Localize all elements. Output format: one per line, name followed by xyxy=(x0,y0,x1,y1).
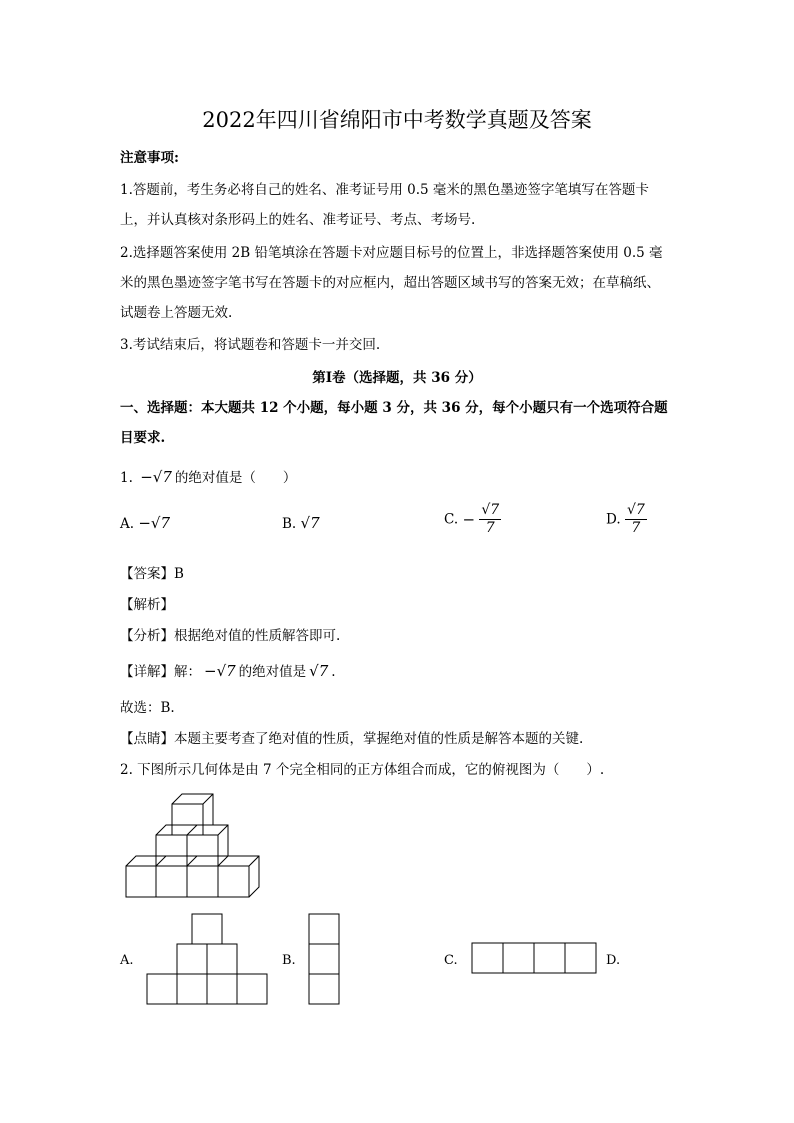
option-a-label: A. xyxy=(120,516,135,532)
detail-expression-1: −√7 xyxy=(204,662,236,680)
notice-heading: 注意事项: xyxy=(120,150,179,166)
q1-choose: 故选：B. xyxy=(120,700,175,716)
q2-option-b-label: B. xyxy=(282,953,296,968)
detail-middle: 的绝对值是 xyxy=(238,664,307,680)
option-d-label: D. xyxy=(606,511,621,528)
option-c-fraction xyxy=(479,502,501,537)
option-d-fraction xyxy=(625,502,647,537)
detail-prefix: 【详解】解： xyxy=(120,664,201,680)
q2-option-b-figure xyxy=(308,913,342,1006)
q1-option-a xyxy=(120,514,170,532)
option-b-expression: √7 xyxy=(300,514,320,532)
q1-detail xyxy=(120,660,336,680)
q1-fenxi: 【分析】根据绝对值的性质解答即可. xyxy=(120,628,341,644)
q2-stem: 2. 下图所示几何体是由 7 个完全相同的正方体组合而成，它的俯视图为（ ）. xyxy=(120,762,605,778)
page-title: 2022年四川省绵阳市中考数学真题及答案 xyxy=(202,108,592,132)
q1-option-b xyxy=(282,514,320,532)
q1-answer: 【答案】B xyxy=(120,566,184,582)
q1-stem-text: 的绝对值是（ ） xyxy=(174,470,297,486)
part-instruction-line2: 目要求. xyxy=(120,430,166,446)
option-d-numerator: √7 xyxy=(626,502,645,518)
option-c-denominator: 7 xyxy=(485,519,495,536)
q1-number: 1. xyxy=(120,470,133,486)
notice-item3: 3.考试结束后，将试题卷和答题卡一并交回. xyxy=(120,337,381,353)
q1-stem xyxy=(120,466,296,486)
option-d-denominator: 7 xyxy=(631,519,641,536)
q1-option-c xyxy=(444,502,501,537)
option-a-expression: −√7 xyxy=(138,514,171,532)
detail-expression-2: √7 xyxy=(309,662,329,680)
cube-bottom-row xyxy=(126,856,259,897)
volume-title: 第Ⅰ卷（选择题，共 36 分） xyxy=(312,370,482,386)
q1-analysis-heading: 【解析】 xyxy=(120,597,174,613)
option-c-numerator: √7 xyxy=(481,502,500,518)
q2-option-a-label: A. xyxy=(120,953,134,968)
q2-option-d-label: D. xyxy=(606,953,621,968)
q1-option-d xyxy=(606,502,647,537)
option-b-label: B. xyxy=(282,516,297,532)
option-c-label: C. xyxy=(444,511,459,528)
q2-option-a-figure xyxy=(146,913,270,1006)
notice-item2-line2: 米的黑色墨迹签字笔书写在答题卡的对应框内，超出答题区域书写的答案无效；在草稿纸、 xyxy=(120,275,660,291)
q1-comment: 【点睛】本题主要考查了绝对值的性质，掌握绝对值的性质是解答本题的关键. xyxy=(120,731,584,747)
detail-end: . xyxy=(331,664,336,680)
notice-item2-line1: 2.选择题答案使用 2B 铅笔填涂在答题卡对应题目标号的位置上，非选择题答案使用 0.5 毫 xyxy=(120,245,663,261)
notice-item1-line2: 上，并认真核对条形码上的姓名、准考证号、考点、考场号. xyxy=(120,212,476,228)
q1-expression: −√7 xyxy=(140,468,172,486)
option-c-sign: − xyxy=(462,510,476,529)
notice-item1-line1: 1.答题前，考生务必将自己的姓名、准考证号用 0.5 毫米的黑色墨迹签字笔填写在答题卡 xyxy=(120,182,649,198)
cube-middle-row xyxy=(156,825,228,866)
q2-cube-figure xyxy=(120,786,270,901)
part-instruction-line1: 一、选择题：本大题共 12 个小题，每小题 3 分，共 36 分，每个小题只有一个选项符合题 xyxy=(120,400,668,416)
q2-option-c-figure xyxy=(471,942,601,976)
q2-option-c-label: C. xyxy=(444,953,458,968)
notice-item2-line3: 试题卷上答题无效. xyxy=(120,305,233,321)
